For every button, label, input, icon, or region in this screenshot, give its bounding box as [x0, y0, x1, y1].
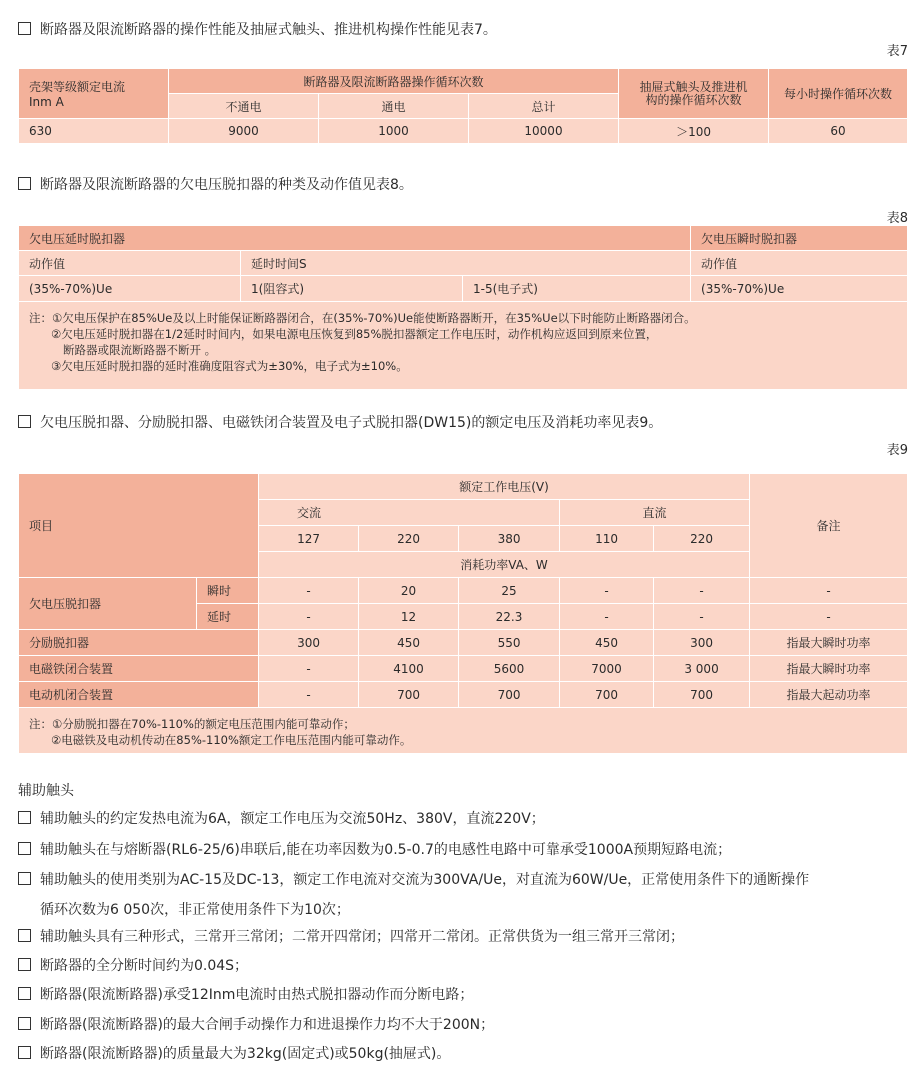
table-row: [19, 656, 908, 682]
table-cell: 630: [19, 119, 169, 144]
table-cell: 450: [560, 630, 654, 656]
aux-item: 断路器的全分断时间约为0.04S；: [18, 957, 248, 975]
checkbox-icon: [18, 811, 31, 824]
intro-table7: 断路器及限流断路器的操作性能及抽屉式触头、推进机构操作性能见表7。: [18, 21, 497, 39]
t8-action-value2: 动作值: [691, 251, 908, 276]
table-cell: -: [259, 604, 359, 630]
aux-item: 辅助触头在与熔断器(RL6-25/6)串联后,能在功率因数为0.5-0.7的电感性电路中可靠承受1000A预期短路电流；: [18, 841, 731, 859]
table-cell: 指最大瞬时功率: [750, 656, 908, 682]
table-cell: 指最大瞬时功率: [750, 630, 908, 656]
table-cell: -: [560, 578, 654, 604]
t9-notes: 注：①分励脱扣器在70%-110%的额定电压范围内能可靠动作； ②电磁铁及电动机传动在85%-110%额定工作电压范围内能可靠动作。: [19, 708, 908, 754]
intro-table9: 欠电压脱扣器、分励脱扣器、电磁铁闭合装置及电子式脱扣器(DW15)的额定电压及消耗功率见表9。: [18, 414, 662, 432]
table-cell: -: [259, 578, 359, 604]
t8-notes: 注：①欠电压保护在85%Ue及以上时能保证断路器闭合，在(35%-70%)Ue能使断路器断开，在35%Ue以下时能防止断路器闭合。 ②欠电压延时脱扣器在1/2延时时间内，如果电源电压恢复到85%脱扣器额定工作电压时，动作机构应返回到原来位置， 断路器或限流断路器不断开 。 ③欠电压延时脱扣器的延时准确度阻容式为±30%，电子式为±10%。: [19, 302, 908, 390]
t7-header-current: 壳架等级额定电流 Inm A: [19, 69, 169, 119]
table-cell: -: [654, 578, 750, 604]
table7-label: 表7: [886, 44, 908, 59]
table-cell: 分励脱扣器: [19, 630, 259, 656]
table-cell: 700: [459, 682, 560, 708]
table-cell: 电动机闭合装置: [19, 682, 259, 708]
t7-header-drawer: 抽屉式触头及推进机 构的操作循环次数: [619, 69, 769, 119]
table-cell: 5600: [459, 656, 560, 682]
table-cell: 4100: [359, 656, 459, 682]
t9-header-remark: 备注: [750, 474, 908, 578]
table-cell: -: [560, 604, 654, 630]
intro-table8: 断路器及限流断路器的欠电压脱扣器的种类及动作值见表8。: [18, 176, 413, 194]
table-cell: (35%-70%)Ue: [691, 276, 908, 302]
t9-header-rated-voltage: 额定工作电压(V): [259, 474, 750, 500]
table-cell: 550: [459, 630, 560, 656]
table7: [18, 68, 908, 144]
aux-item-continued: 循环次数为6 050次，非正常使用条件下为10次；: [40, 902, 350, 918]
table-cell: 700: [359, 682, 459, 708]
table-cell: 700: [654, 682, 750, 708]
table-cell: 12: [359, 604, 459, 630]
t9-delay: 延时: [197, 604, 259, 630]
table-cell: -: [259, 682, 359, 708]
checkbox-icon: [18, 987, 31, 1000]
table-cell: 700: [560, 682, 654, 708]
aux-item: 辅助触头具有三种形式，三常开三常闭；二常开四常闭；四常开二常闭。正常供货为一组三常开三常闭；: [18, 928, 684, 946]
t9-header-item: 项目: [19, 474, 259, 578]
table-row: [19, 276, 908, 302]
table-cell: 300: [259, 630, 359, 656]
table-cell: -: [259, 656, 359, 682]
aux-item: 断路器(限流断路器)的最大合闸手动操作力和进退操作力均不大于200N；: [18, 1016, 494, 1034]
table-cell: 电磁铁闭合装置: [19, 656, 259, 682]
aux-item: 辅助触头的约定发热电流为6A，额定工作电压为交流50Hz、380V，直流220V；: [18, 810, 545, 828]
table-cell: 22.3: [459, 604, 560, 630]
table-cell: 1(阻容式): [241, 276, 463, 302]
t9-voltage: 220: [359, 526, 459, 552]
t7-header-perhour: 每小时操作循环次数: [769, 69, 908, 119]
table-cell: 300: [654, 630, 750, 656]
table-cell: 10000: [469, 119, 619, 144]
table-cell: 7000: [560, 656, 654, 682]
table9: [18, 473, 908, 754]
table-row: [19, 578, 908, 604]
checkbox-icon: [18, 958, 31, 971]
aux-item: 辅助触头的使用类别为AC-15及DC-13，额定工作电流对交流为300VA/Ue，对直流为60W/Ue，正常使用条件下的通断操作: [18, 871, 809, 889]
t9-header-ac: 交流: [259, 500, 560, 526]
table-row: [19, 630, 908, 656]
table-cell: 指最大起动功率: [750, 682, 908, 708]
table-cell: 20: [359, 578, 459, 604]
checkbox-icon: [18, 929, 31, 942]
t8-header-delay: 欠电压延时脱扣器: [19, 226, 691, 251]
aux-item: 断路器(限流断路器)承受12Inm电流时由热式脱扣器动作而分断电路；: [18, 986, 473, 1004]
table-row: [19, 682, 908, 708]
t9-instant: 瞬时: [197, 578, 259, 604]
checkbox-icon: [18, 872, 31, 885]
table-cell: 1-5(电子式): [463, 276, 691, 302]
table-cell: (35%-70%)Ue: [19, 276, 241, 302]
table-cell: 60: [769, 119, 908, 144]
t8-header-instant: 欠电压瞬时脱扣器: [691, 226, 908, 251]
table-cell: 25: [459, 578, 560, 604]
table8: [18, 225, 908, 390]
table-cell: -: [750, 604, 908, 630]
table-cell: 9000: [169, 119, 319, 144]
table8-label: 表8: [886, 211, 908, 226]
aux-item: 断路器(限流断路器)的质量最大为32kg(固定式)或50kg(抽屉式)。: [18, 1045, 450, 1063]
t7-header-total: 总计: [469, 94, 619, 119]
checkbox-icon: [18, 177, 31, 190]
t9-voltage: 380: [459, 526, 560, 552]
table-cell: 450: [359, 630, 459, 656]
table-cell: -: [750, 578, 908, 604]
checkbox-icon: [18, 22, 31, 35]
t9-header-power: 消耗功率VA、W: [259, 552, 750, 578]
checkbox-icon: [18, 1046, 31, 1059]
table-cell: 3 000: [654, 656, 750, 682]
t7-header-nocurrent: 不通电: [169, 94, 319, 119]
aux-title: 辅助触头: [18, 783, 74, 799]
table-cell: 1000: [319, 119, 469, 144]
checkbox-icon: [18, 842, 31, 855]
checkbox-icon: [18, 1017, 31, 1030]
t9-undervoltage: 欠电压脱扣器: [19, 578, 197, 630]
table-cell: -: [654, 604, 750, 630]
table-cell: ＞100: [619, 119, 769, 144]
t9-voltage: 127: [259, 526, 359, 552]
checkbox-icon: [18, 415, 31, 428]
t8-action-value: 动作值: [19, 251, 241, 276]
t7-header-current-on: 通电: [319, 94, 469, 119]
table9-label: 表9: [886, 443, 908, 458]
t7-header-cycles: 断路器及限流断路器操作循环次数: [169, 69, 619, 94]
t9-voltage: 220: [654, 526, 750, 552]
t8-delay-time: 延时时间S: [241, 251, 691, 276]
table-row: [19, 119, 908, 144]
t9-voltage: 110: [560, 526, 654, 552]
t9-header-dc: 直流: [560, 500, 750, 526]
